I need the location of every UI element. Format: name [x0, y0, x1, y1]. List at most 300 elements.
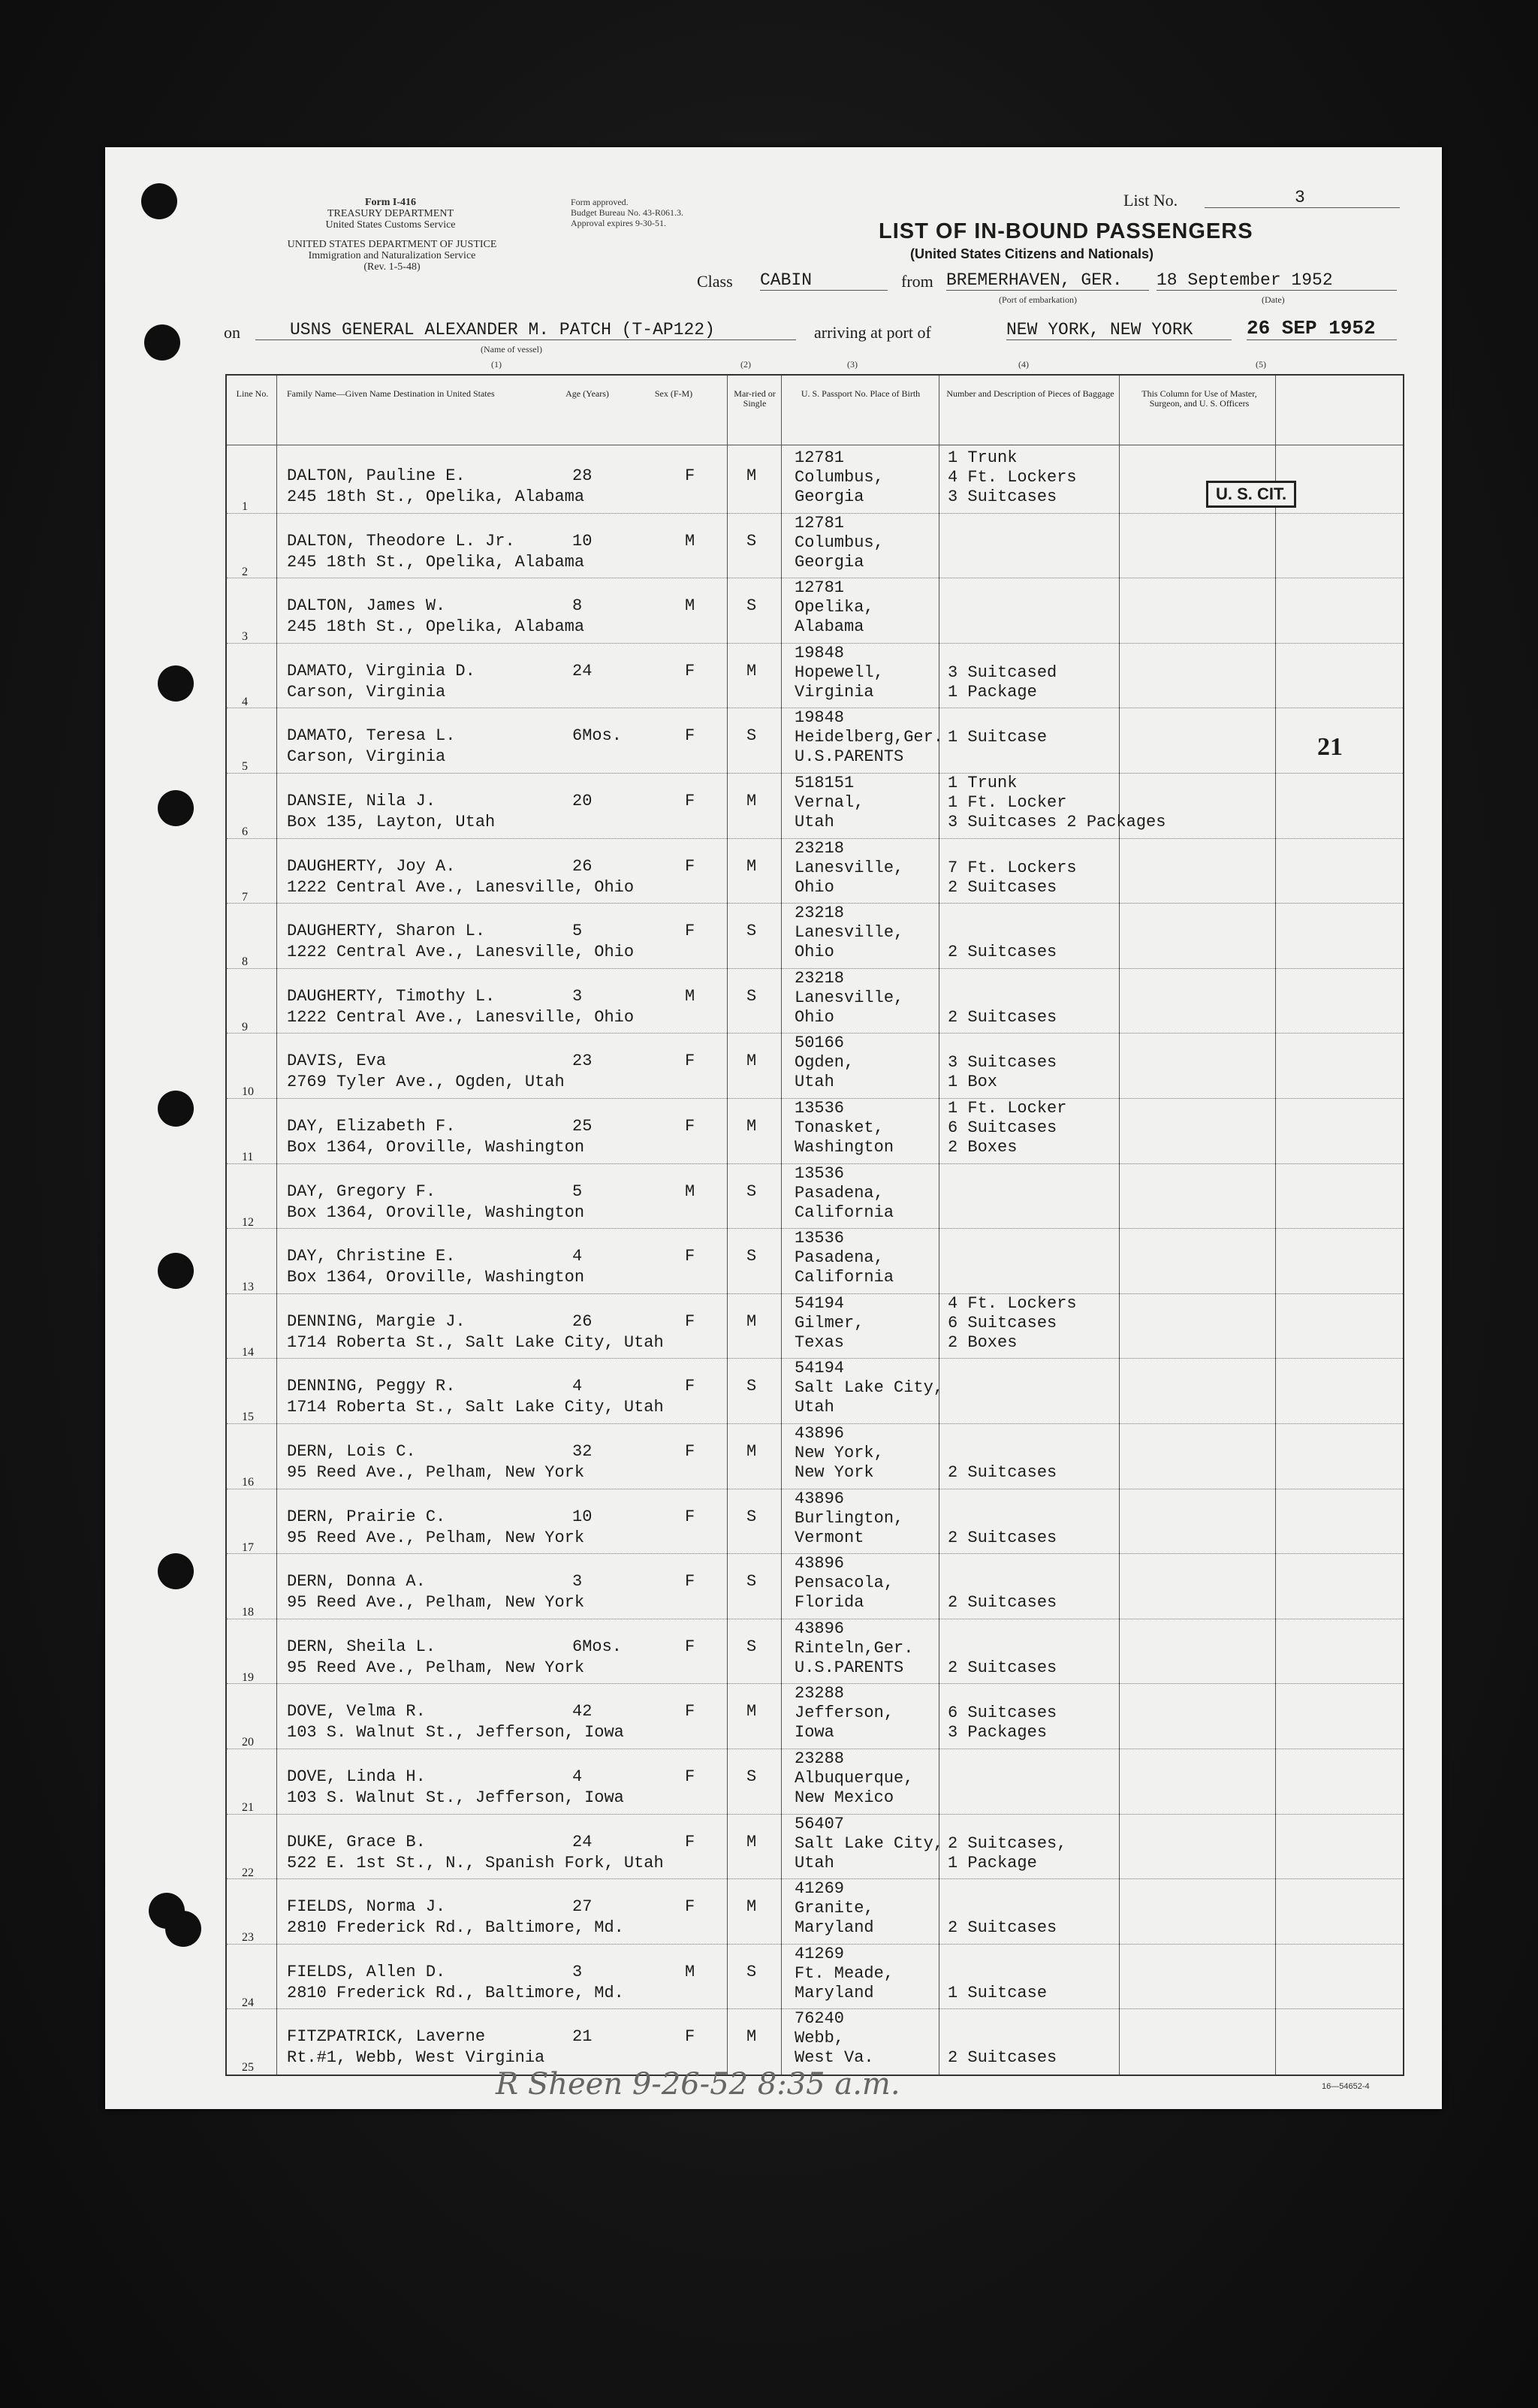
passenger-marital-status: M	[746, 1702, 757, 1722]
place-of-birth: Burlington,	[795, 1508, 904, 1528]
passenger-sex: F	[685, 1637, 695, 1656]
passenger-name: DAY, Christine E.	[287, 1247, 456, 1266]
passenger-name: DERN, Lois C.	[287, 1442, 416, 1461]
passenger-destination: 2810 Frederick Rd., Baltimore, Md.	[287, 1983, 624, 2002]
passenger-destination: 1222 Central Ave., Lanesville, Ohio	[287, 877, 635, 897]
line-number: 1	[242, 500, 248, 513]
col-num-3: (3)	[847, 359, 858, 370]
justice-dept: UNITED STATES DEPARTMENT OF JUSTICE	[287, 239, 497, 250]
line-number: 20	[242, 1736, 254, 1749]
passenger-marital-status: S	[746, 1767, 757, 1786]
passenger-destination: Carson, Virginia	[287, 682, 446, 702]
page-subtitle: (United States Citizens and Nationals)	[910, 246, 1154, 261]
passport-number: 12781	[795, 513, 845, 533]
line-number: 4	[242, 695, 248, 708]
ins-service: Immigration and Naturalization Service	[308, 250, 476, 261]
passenger-sex: F	[685, 1897, 695, 1917]
place-of-birth-state: Ohio	[795, 877, 834, 897]
passenger-sex: M	[685, 531, 695, 551]
revision: (Rev. 1-5-48)	[363, 261, 421, 273]
line-number: 7	[242, 890, 248, 904]
passport-number: 13536	[795, 1163, 845, 1183]
passenger-marital-status: S	[746, 1181, 757, 1201]
place-of-birth-state: New York	[795, 1463, 874, 1482]
passport-number: 13536	[795, 1229, 845, 1248]
form-id-block	[248, 197, 533, 231]
place-of-birth-state: Utah	[795, 1853, 834, 1872]
baggage-line: 1 Ft. Locker	[948, 1099, 1067, 1118]
passenger-destination: 95 Reed Ave., Pelham, New York	[287, 1463, 585, 1482]
baggage-line: 2 Suitcases	[948, 1658, 1057, 1677]
col-divider	[781, 376, 782, 2075]
passenger-age: 21	[572, 2027, 593, 2047]
baggage-line: 2 Suitcases	[948, 943, 1057, 962]
treasury-dept: TREASURY DEPARTMENT	[327, 208, 454, 219]
baggage-line: 2 Boxes	[948, 1332, 1018, 1352]
baggage-line: 1 Package	[948, 1853, 1037, 1872]
place-of-birth-state: Maryland	[795, 1983, 874, 2002]
class-value: CABIN	[760, 270, 888, 291]
col-num-1: (1)	[491, 359, 502, 370]
page-title: LIST OF IN-BOUND PASSENGERS	[879, 219, 1253, 243]
place-of-birth: Pensacola,	[795, 1574, 894, 1593]
vessel-caption: (Name of vessel)	[481, 344, 542, 355]
passenger-destination: Box 135, Layton, Utah	[287, 813, 496, 831]
us-citizen-stamp: U. S. CIT.	[1206, 481, 1296, 508]
place-of-birth: Opelika,	[795, 598, 874, 617]
baggage-line: 4 Ft. Lockers	[948, 468, 1077, 487]
line-number: 10	[242, 1085, 254, 1099]
passenger-marital-status: S	[746, 596, 757, 616]
passenger-age: 20	[572, 792, 593, 810]
line-number: 15	[242, 1411, 254, 1424]
place-of-birth: Salt Lake City,	[795, 1833, 944, 1853]
line-number: 25	[242, 2061, 254, 2075]
place-of-birth: Jefferson,	[795, 1703, 894, 1723]
punch-hole	[158, 790, 194, 826]
passenger-age: 8	[572, 596, 583, 616]
arriving-label: arriving at port of	[814, 323, 931, 342]
baggage-line: 3 Suitcases	[948, 487, 1057, 506]
passenger-age: 6Mos.	[572, 1637, 623, 1656]
customs-service: United States Customs Service	[325, 219, 456, 231]
baggage-line: 1 Package	[948, 682, 1037, 702]
place-of-birth-state: West Va.	[795, 2048, 874, 2068]
passenger-destination: 1714 Roberta St., Salt Lake City, Utah	[287, 1332, 664, 1352]
date-caption: (Date)	[1262, 294, 1285, 305]
place-of-birth: Lanesville,	[795, 858, 904, 877]
passenger-age: 6Mos.	[572, 726, 623, 746]
passenger-age: 28	[572, 466, 593, 485]
baggage-line: 2 Suitcases	[948, 1007, 1057, 1027]
passenger-destination: 103 S. Walnut St., Jefferson, Iowa	[287, 1723, 624, 1743]
passenger-sex: M	[685, 1181, 695, 1201]
passenger-marital-status: S	[746, 1572, 757, 1592]
passenger-age: 10	[572, 531, 593, 551]
passport-number: 23288	[795, 1684, 845, 1703]
approval-expires: Approval expires 9-30-51.	[571, 218, 666, 228]
pencil-annotation: R Sheen 9-26-52 8:35 a.m.	[496, 2067, 900, 2102]
passenger-destination: 95 Reed Ave., Pelham, New York	[287, 1658, 585, 1677]
passenger-sex: F	[685, 1311, 695, 1331]
on-label: on	[224, 323, 240, 342]
place-of-birth: Granite,	[795, 1899, 874, 1918]
passenger-name: DAY, Elizabeth F.	[287, 1117, 456, 1136]
passenger-age: 26	[572, 856, 593, 876]
passenger-sex: F	[685, 726, 695, 746]
passenger-destination: 245 18th St., Opelika, Alabama	[287, 617, 585, 637]
line-number: 5	[242, 760, 248, 774]
punch-hole	[158, 1253, 194, 1289]
place-of-birth: Gilmer,	[795, 1313, 864, 1332]
passenger-age: 10	[572, 1507, 593, 1526]
baggage-line: 6 Suitcases	[948, 1118, 1057, 1137]
budget-bureau: Budget Bureau No. 43-R061.3.	[571, 207, 683, 218]
header-baggage: Number and Description of Pieces of Baggage	[946, 388, 1114, 399]
passenger-destination: 95 Reed Ave., Pelham, New York	[287, 1528, 585, 1547]
place-of-birth-state: Iowa	[795, 1723, 834, 1743]
punch-hole	[141, 183, 177, 219]
baggage-line: 1 Ft. Locker	[948, 793, 1067, 812]
place-of-birth: Pasadena,	[795, 1248, 884, 1268]
punch-hole	[144, 324, 180, 361]
place-of-birth-state: Georgia	[795, 552, 864, 572]
passenger-name: DERN, Sheila L.	[287, 1637, 436, 1656]
passenger-table	[225, 374, 1404, 2076]
place-of-birth: Lanesville,	[795, 923, 904, 943]
place-of-birth-state: Utah	[795, 813, 834, 831]
baggage-line: 3 Suitcased	[948, 662, 1057, 682]
port-caption: (Port of embarkation)	[999, 294, 1077, 305]
header-line-no: Line No.	[236, 388, 269, 399]
baggage-line: 1 Trunk	[948, 774, 1018, 792]
baggage-line: 2 Suitcases	[948, 1528, 1057, 1547]
passenger-age: 4	[572, 1767, 583, 1786]
passenger-sex: F	[685, 1442, 695, 1461]
passenger-name: DERN, Donna A.	[287, 1572, 426, 1592]
passport-number: 76240	[795, 2009, 845, 2029]
passenger-age: 3	[572, 1572, 583, 1592]
passenger-sex: F	[685, 1247, 695, 1266]
from-label: from	[901, 272, 933, 291]
justice-block	[219, 239, 565, 273]
place-of-birth: Albuquerque,	[795, 1769, 914, 1788]
place-of-birth: Lanesville,	[795, 988, 904, 1007]
baggage-line: 2 Suitcases	[948, 1593, 1057, 1613]
passenger-sex: F	[685, 1832, 695, 1851]
passport-number: 23218	[795, 968, 845, 988]
place-of-birth-state: Maryland	[795, 1918, 874, 1938]
passenger-marital-status: M	[746, 466, 757, 485]
list-no-label: List No.	[1123, 191, 1178, 210]
passport-number: 43896	[795, 1554, 845, 1574]
place-of-birth-state: Ohio	[795, 1007, 834, 1027]
passenger-name: DOVE, Velma R.	[287, 1702, 426, 1722]
baggage-line: 2 Suitcases	[948, 1463, 1057, 1482]
passenger-sex: M	[685, 596, 695, 616]
header-age: Age (Years)	[565, 388, 609, 399]
passport-number: 54194	[795, 1359, 845, 1378]
place-of-birth-state: Vermont	[795, 1528, 864, 1547]
punch-hole	[158, 1553, 194, 1589]
line-number: 6	[242, 825, 248, 838]
passenger-destination: Carson, Virginia	[287, 747, 446, 767]
passenger-name: DENNING, Margie J.	[287, 1311, 466, 1331]
line-number: 23	[242, 1931, 254, 1945]
passenger-age: 42	[572, 1702, 593, 1722]
baggage-line: 1 Suitcase	[948, 728, 1048, 747]
place-of-birth-state: U.S.PARENTS	[795, 1658, 904, 1677]
passenger-marital-status: S	[746, 986, 757, 1006]
line-number: 16	[242, 1476, 254, 1489]
passenger-name: FIELDS, Norma J.	[287, 1897, 446, 1917]
passenger-sex: F	[685, 792, 695, 810]
passenger-sex: F	[685, 1507, 695, 1526]
line-number: 24	[242, 1996, 254, 2009]
passport-number: 518151	[795, 774, 855, 792]
passenger-sex: F	[685, 466, 695, 485]
place-of-birth: Pasadena,	[795, 1183, 884, 1202]
passport-number: 12781	[795, 448, 845, 467]
passenger-name: DUKE, Grace B.	[287, 1832, 426, 1851]
passenger-age: 27	[572, 1897, 593, 1917]
passenger-sex: F	[685, 1572, 695, 1592]
passenger-sex: F	[685, 1767, 695, 1786]
passenger-sex: M	[685, 1962, 695, 1981]
passenger-marital-status: M	[746, 1832, 757, 1851]
margin-number: 21	[1317, 733, 1343, 761]
place-of-birth: Salt Lake City,	[795, 1378, 944, 1398]
place-of-birth-state: California	[795, 1268, 894, 1287]
place-of-birth-state: Washington	[795, 1138, 894, 1157]
passenger-marital-status: S	[746, 1377, 757, 1396]
passenger-destination: 1222 Central Ave., Lanesville, Ohio	[287, 1007, 635, 1027]
passenger-name: DAVIS, Eva	[287, 1052, 387, 1071]
place-of-birth: Tonasket,	[795, 1118, 884, 1137]
place-of-birth: Webb,	[795, 2029, 845, 2048]
passenger-destination: 1714 Roberta St., Salt Lake City, Utah	[287, 1398, 664, 1417]
class-label: Class	[697, 272, 733, 291]
line-number: 12	[242, 1215, 254, 1229]
passenger-age: 23	[572, 1052, 593, 1071]
passenger-sex: F	[685, 1117, 695, 1136]
passenger-age: 26	[572, 1311, 593, 1331]
passenger-age: 24	[572, 661, 593, 680]
passenger-marital-status: M	[746, 792, 757, 810]
passenger-marital-status: M	[746, 661, 757, 680]
passenger-age: 32	[572, 1442, 593, 1461]
passenger-age: 4	[572, 1247, 583, 1266]
passenger-name: DAMATO, Teresa L.	[287, 726, 456, 746]
header-passport: U. S. Passport No. Place of Birth	[801, 388, 921, 399]
baggage-line: 2 Suitcases	[948, 1918, 1057, 1938]
passenger-marital-status: S	[746, 1247, 757, 1266]
passenger-name: DAUGHERTY, Timothy L.	[287, 986, 496, 1006]
passenger-marital-status: S	[746, 922, 757, 941]
passenger-marital-status: M	[746, 1442, 757, 1461]
passenger-name: DOVE, Linda H.	[287, 1767, 426, 1786]
passenger-name: DANSIE, Nila J.	[287, 792, 436, 810]
passenger-destination: 103 S. Walnut St., Jefferson, Iowa	[287, 1788, 624, 1807]
line-number: 3	[242, 630, 248, 644]
baggage-line: 2 Boxes	[948, 1138, 1018, 1157]
passport-number: 19848	[795, 643, 845, 662]
passport-number: 43896	[795, 1424, 845, 1443]
passenger-marital-status: M	[746, 1052, 757, 1071]
place-of-birth-state: Florida	[795, 1593, 864, 1613]
passenger-name: DENNING, Peggy R.	[287, 1377, 456, 1396]
passenger-destination: 245 18th St., Opelika, Alabama	[287, 487, 585, 506]
passenger-sex: F	[685, 661, 695, 680]
print-code: 16—54652-4	[1322, 2082, 1370, 2091]
passenger-marital-status: M	[746, 2027, 757, 2047]
header-sex: Sex (F-M)	[654, 388, 693, 399]
baggage-line: 2 Suitcases	[948, 877, 1057, 897]
line-number: 18	[242, 1606, 254, 1619]
passenger-age: 4	[572, 1377, 583, 1396]
passenger-destination: 2810 Frederick Rd., Baltimore, Md.	[287, 1918, 624, 1938]
baggage-line: 2 Suitcases,	[948, 1833, 1067, 1853]
passenger-name: DERN, Prairie C.	[287, 1507, 446, 1526]
passenger-name: DAUGHERTY, Joy A.	[287, 856, 456, 876]
place-of-birth: Hopewell,	[795, 662, 884, 682]
passenger-marital-status: M	[746, 1117, 757, 1136]
passenger-destination: Box 1364, Oroville, Washington	[287, 1138, 585, 1157]
punch-hole	[158, 665, 194, 702]
place-of-birth-state: Georgia	[795, 487, 864, 506]
place-of-birth: Vernal,	[795, 793, 864, 812]
passport-number: 41269	[795, 1879, 845, 1899]
passenger-destination: Rt.#1, Webb, West Virginia	[287, 2048, 545, 2068]
passenger-age: 5	[572, 922, 583, 941]
place-of-birth-state: Alabama	[795, 617, 864, 637]
baggage-line: 3 Suitcases	[948, 1053, 1057, 1073]
embarkation-date: 18 September 1952	[1157, 270, 1397, 291]
passenger-age: 3	[572, 986, 583, 1006]
place-of-birth: Ogden,	[795, 1053, 855, 1073]
baggage-line: 3 Suitcases 2 Packages	[948, 813, 1166, 831]
line-number: 8	[242, 955, 248, 969]
passport-number: 41269	[795, 1944, 845, 1963]
passenger-destination: 95 Reed Ave., Pelham, New York	[287, 1593, 585, 1613]
passenger-name: DAUGHERTY, Sharon L.	[287, 922, 486, 941]
place-of-birth-state: Virginia	[795, 682, 874, 702]
line-number: 13	[242, 1281, 254, 1294]
col-num-4: (4)	[1018, 359, 1029, 370]
passenger-name: DALTON, James W.	[287, 596, 446, 616]
passport-number: 54194	[795, 1293, 845, 1313]
place-of-birth-state: Texas	[795, 1332, 845, 1352]
passenger-age: 5	[572, 1181, 583, 1201]
arrival-port: NEW YORK, NEW YORK	[1006, 320, 1232, 340]
place-of-birth: Rinteln,Ger.	[795, 1638, 914, 1658]
embarkation-port: BREMERHAVEN, GER.	[946, 270, 1149, 291]
passenger-name: FITZPATRICK, Laverne	[287, 2027, 486, 2047]
col-divider	[1119, 376, 1120, 2075]
passport-number: 19848	[795, 708, 845, 728]
passenger-destination: 245 18th St., Opelika, Alabama	[287, 552, 585, 572]
place-of-birth-state: California	[795, 1202, 894, 1222]
passport-number: 23288	[795, 1749, 845, 1768]
baggage-line: 1 Trunk	[948, 448, 1018, 467]
place-of-birth-state: Utah	[795, 1073, 834, 1092]
passenger-destination: Box 1364, Oroville, Washington	[287, 1202, 585, 1222]
col-divider-officers	[1275, 376, 1276, 2075]
line-number: 21	[242, 1801, 254, 1814]
passport-number: 56407	[795, 1814, 845, 1833]
baggage-line: 2 Suitcases	[948, 2048, 1057, 2068]
passenger-name: FIELDS, Allen D.	[287, 1962, 446, 1981]
passport-number: 23218	[795, 838, 845, 858]
line-number: 9	[242, 1020, 248, 1034]
baggage-line: 6 Suitcases	[948, 1703, 1057, 1723]
passenger-marital-status: M	[746, 856, 757, 876]
place-of-birth-state: Ohio	[795, 943, 834, 962]
passport-number: 13536	[795, 1099, 845, 1118]
passenger-name: DAY, Gregory F.	[287, 1181, 436, 1201]
passenger-name: DALTON, Pauline E.	[287, 466, 466, 485]
form-approved: Form approved.	[571, 197, 629, 207]
passenger-marital-status: S	[746, 726, 757, 746]
passenger-sex: M	[685, 986, 695, 1006]
baggage-line: 1 Suitcase	[948, 1983, 1048, 2002]
passenger-sex: F	[685, 2027, 695, 2047]
baggage-line: 6 Suitcases	[948, 1313, 1057, 1332]
place-of-birth-state: U.S.PARENTS	[795, 747, 904, 767]
baggage-line: 4 Ft. Lockers	[948, 1293, 1077, 1313]
passenger-age: 24	[572, 1832, 593, 1851]
passenger-sex: F	[685, 1702, 695, 1722]
place-of-birth: Ft. Meade,	[795, 1963, 894, 1983]
passenger-marital-status: S	[746, 531, 757, 551]
passenger-sex: F	[685, 1377, 695, 1396]
line-number: 22	[242, 1866, 254, 1879]
col-num-2: (2)	[740, 359, 751, 370]
header-name: Family Name—Given Name Destination in United States	[287, 388, 495, 399]
list-number: 3	[1205, 188, 1400, 208]
passenger-sex: F	[685, 856, 695, 876]
passport-number: 43896	[795, 1619, 845, 1638]
passenger-destination: Box 1364, Oroville, Washington	[287, 1268, 585, 1287]
passenger-marital-status: M	[746, 1897, 757, 1917]
form-number: Form I-416	[364, 197, 417, 208]
passenger-marital-status: S	[746, 1507, 757, 1526]
place-of-birth-state: Utah	[795, 1398, 834, 1417]
header-married: Mar-ried or Single	[734, 388, 776, 409]
passenger-age: 25	[572, 1117, 593, 1136]
passenger-name: DALTON, Theodore L. Jr.	[287, 531, 515, 551]
place-of-birth: Columbus,	[795, 533, 884, 552]
line-number: 14	[242, 1345, 254, 1359]
arrival-date-stamp: 26 SEP 1952	[1247, 317, 1397, 340]
baggage-line: 3 Packages	[948, 1723, 1048, 1743]
line-number: 19	[242, 1670, 254, 1684]
approval-block	[571, 197, 683, 228]
baggage-line: 7 Ft. Lockers	[948, 858, 1077, 877]
baggage-line: 1 Box	[948, 1073, 998, 1092]
passport-number: 50166	[795, 1034, 845, 1053]
vessel-name: USNS GENERAL ALEXANDER M. PATCH (T-AP122)	[255, 320, 796, 340]
header-officers: This Column for Use of Master, Surgeon, and U. S. Officers	[1141, 388, 1257, 409]
passenger-destination: 1222 Central Ave., Lanesville, Ohio	[287, 943, 635, 962]
col-num-5: (5)	[1256, 359, 1266, 370]
place-of-birth: Heidelberg,Ger.	[795, 728, 944, 747]
passenger-marital-status: S	[746, 1637, 757, 1656]
passenger-sex: F	[685, 922, 695, 941]
passport-number: 43896	[795, 1489, 845, 1508]
passenger-marital-status: M	[746, 1311, 757, 1331]
passport-number: 12781	[795, 578, 845, 598]
